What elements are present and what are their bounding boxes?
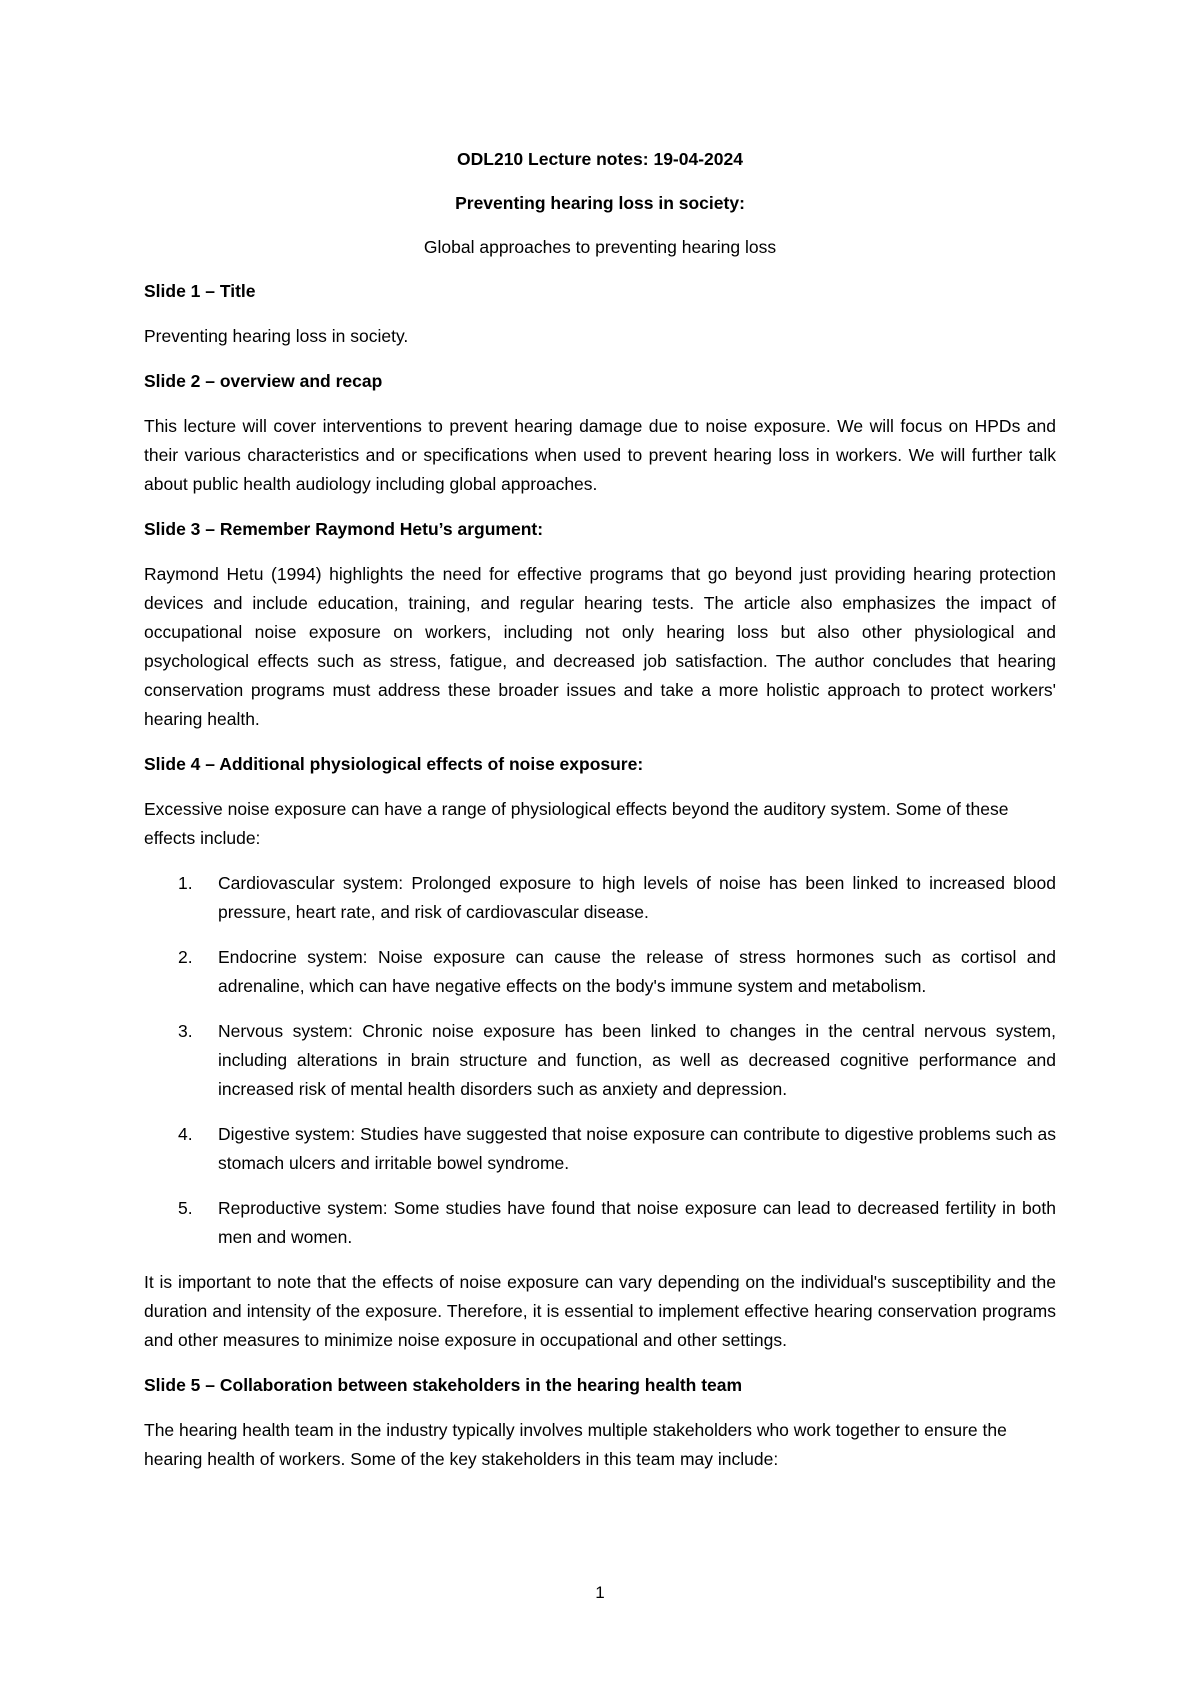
list-item-number: 4. xyxy=(178,1124,193,1144)
list-item-number: 1. xyxy=(178,873,193,893)
slide3-heading: Slide 3 – Remember Raymond Hetu’s argument: xyxy=(144,519,544,539)
slide3-text: Raymond Hetu (1994) highlights the need for effective programs that go beyond just providing hearing protection devices and include education, training, and regular hearing tests. The article also emphasizes the impact of occupational noise exposure on workers, including not only hearing loss but also other physiological and psychological effects such as stress, fatigue, and decreased job satisfaction. The author concludes that hearing conservation programs must address these broader issues and take a more holistic approach to protect workers' hearing health. xyxy=(144,564,1056,729)
list-item-text: Cardiovascular system: Prolonged exposure to high levels of noise has been linked to increased blood pressure, heart rate, and risk of cardiovascular disease. xyxy=(218,873,1056,922)
slide1-text: Preventing hearing loss in society. xyxy=(144,326,409,346)
list-item xyxy=(144,1017,1056,1104)
slide4-heading: Slide 4 – Additional physiological effects of noise exposure: xyxy=(144,754,644,774)
list-item xyxy=(144,1194,1056,1252)
slide1-heading: Slide 1 – Title xyxy=(144,281,256,301)
list-item-text: Endocrine system: Noise exposure can cause the release of stress hormones such as cortisol and adrenaline, which can have negative effects on the body's immune system and metabolism. xyxy=(218,947,1056,996)
effects-list xyxy=(144,869,1056,1252)
slide2-heading: Slide 2 – overview and recap xyxy=(144,371,383,391)
list-item xyxy=(144,869,1056,927)
list-item-text: Reproductive system: Some studies have found that noise exposure can lead to decreased fertility in both men and women. xyxy=(218,1198,1056,1247)
page-number: 1 xyxy=(595,1583,605,1602)
list-item-number: 5. xyxy=(178,1198,193,1218)
list-item-text: Digestive system: Studies have suggested that noise exposure can contribute to digestive problems such as stomach ulcers and irritable bowel syndrome. xyxy=(218,1124,1056,1173)
list-item-number: 3. xyxy=(178,1021,193,1041)
list-item-text: Nervous system: Chronic noise exposure has been linked to changes in the central nervous system, including alterations in brain structure and function, as well as decreased cognitive performance and increased risk of mental health disorders such as anxiety and depression. xyxy=(218,1021,1056,1099)
page-content xyxy=(144,145,1056,1490)
list-item-number: 2. xyxy=(178,947,193,967)
slide5-heading: Slide 5 – Collaboration between stakeholders in the hearing health team xyxy=(144,1375,743,1395)
topic-title: Preventing hearing loss in society: xyxy=(455,193,745,213)
slide5-text: The hearing health team in the industry typically involves multiple stakeholders who work together to ensure the hearing health of workers. Some of the key stakeholders in this team may include: xyxy=(144,1420,1007,1469)
course-title: ODL210 Lecture notes: 19-04-2024 xyxy=(457,149,743,169)
slide2-text: This lecture will cover interventions to prevent hearing damage due to noise exposure. We will focus on HPDs and their various characteristics and or specifications when used to prevent hearing loss in workers. We will further talk about public health audiology including global approaches. xyxy=(144,416,1056,494)
slide4-conclusion: It is important to note that the effects of noise exposure can vary depending on the individual's susceptibility and the duration and intensity of the exposure. Therefore, it is essential to implement effective hearing conservation programs and other measures to minimize noise exposure in occupational and other settings. xyxy=(144,1272,1056,1350)
slide4-intro: Excessive noise exposure can have a range of physiological effects beyond the auditory system. Some of these effects include: xyxy=(144,799,1009,848)
list-item xyxy=(144,943,1056,1001)
list-item xyxy=(144,1120,1056,1178)
subtopic-title: Global approaches to preventing hearing loss xyxy=(423,237,777,257)
